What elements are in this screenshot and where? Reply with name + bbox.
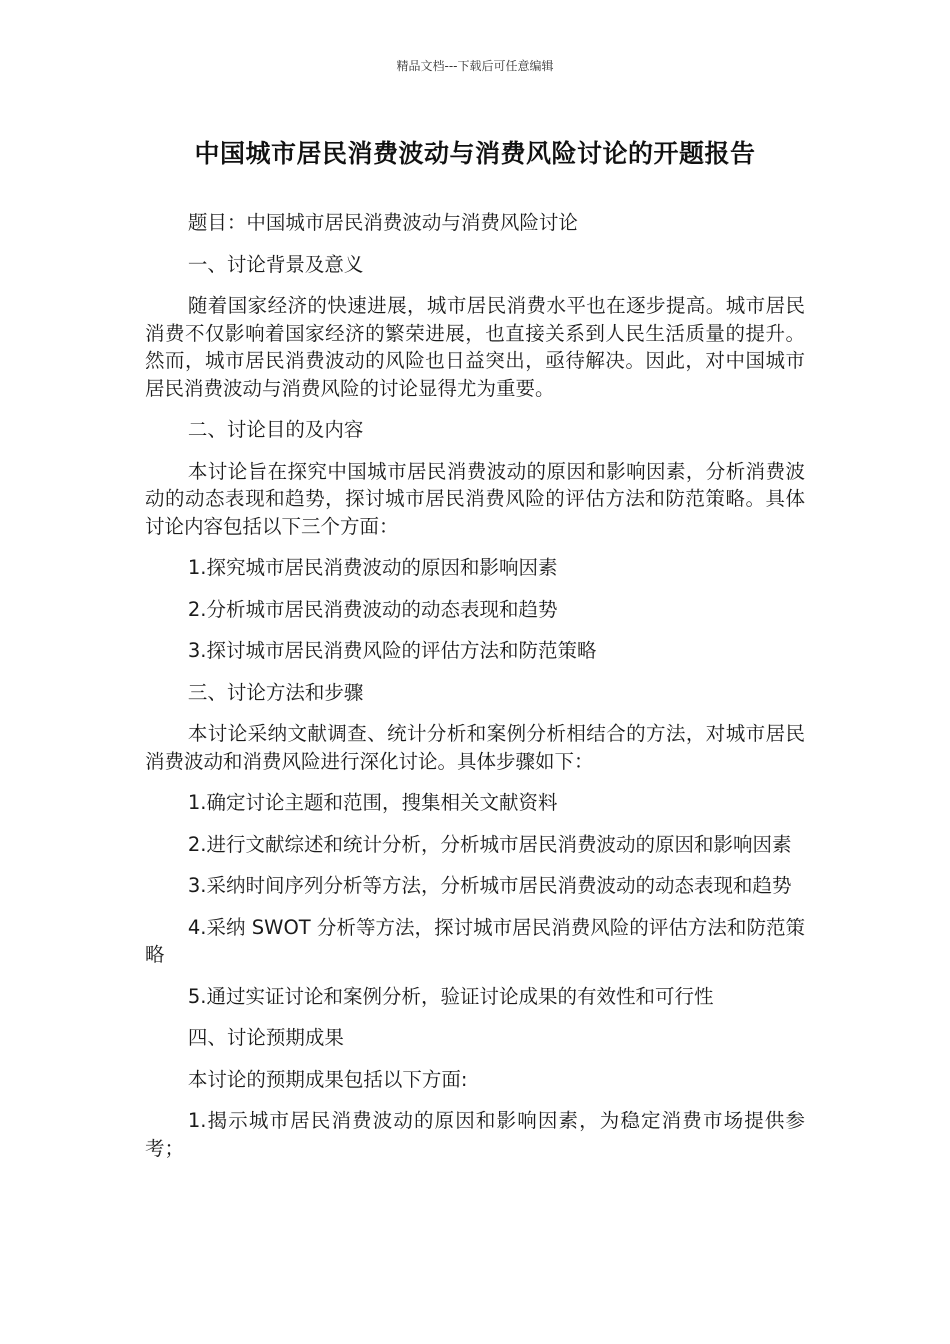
list-item-result-1: 1.揭示城市居民消费波动的原因和影响因素，为稳定消费市场提供参考； [145, 1109, 805, 1160]
list-item-purpose-1: 1.探究城市居民消费波动的原因和影响因素 [187, 556, 558, 579]
list-item-step-3: 3.采纳时间序列分析等方法，分析城市居民消费波动的动态表现和趋势 [187, 874, 792, 897]
section-heading-method: 三、讨论方法和步骤 [187, 680, 364, 704]
section-heading-results: 四、讨论预期成果 [187, 1026, 344, 1049]
section-heading-background: 一、讨论背景及意义 [187, 252, 364, 276]
topic-line: 题目：中国城市居民消费波动与消费风险讨论 [187, 211, 578, 234]
list-item-purpose-3: 3.探讨城市居民消费风险的评估方法和防范策略 [187, 639, 597, 662]
list-item-step-4: 4.采纳 SWOT 分析等方法，探讨城市居民消费风险的评估方法和防范策略 [145, 915, 805, 966]
body-paragraph-purpose: 本讨论旨在探究中国城市居民消费波动的原因和影响因素，分析消费波动的动态表现和趋势，探讨城市居民消费风险的评估方法和防范策略。具体讨论内容包括以下三个方面： [145, 459, 805, 538]
list-item-step-5: 5.通过实证讨论和案例分析，验证讨论成果的有效性和可行性 [187, 984, 714, 1008]
list-item-step-1: 1.确定讨论主题和范围，搜集相关文献资料 [187, 791, 558, 814]
document-body [145, 209, 805, 1176]
body-paragraph-background: 随着国家经济的快速进展，城市居民消费水平也在逐步提高。城市居民消费不仅影响着国家经济的繁荣进展，也直接关系到人民生活质量的提升。然而，城市居民消费波动的风险也日益突出，亟待解决。因此，对中国城市居民消费波动与消费风险的讨论显得尤为重要。 [145, 294, 805, 400]
page-header-note: 精品文档---下载后可任意编辑 [396, 59, 554, 73]
body-paragraph-method: 本讨论采纳文献调查、统计分析和案例分析相结合的方法，对城市居民消费波动和消费风险进行深化讨论。具体步骤如下： [145, 722, 805, 773]
document-title: 中国城市居民消费波动与消费风险讨论的开题报告 [194, 139, 756, 168]
list-item-purpose-2: 2.分析城市居民消费波动的动态表现和趋势 [187, 597, 558, 621]
list-item-step-2: 2.进行文献综述和统计分析，分析城市居民消费波动的原因和影响因素 [187, 832, 792, 856]
body-paragraph-results: 本讨论的预期成果包括以下方面: [187, 1067, 468, 1091]
section-heading-purpose: 二、讨论目的及内容 [187, 418, 364, 441]
